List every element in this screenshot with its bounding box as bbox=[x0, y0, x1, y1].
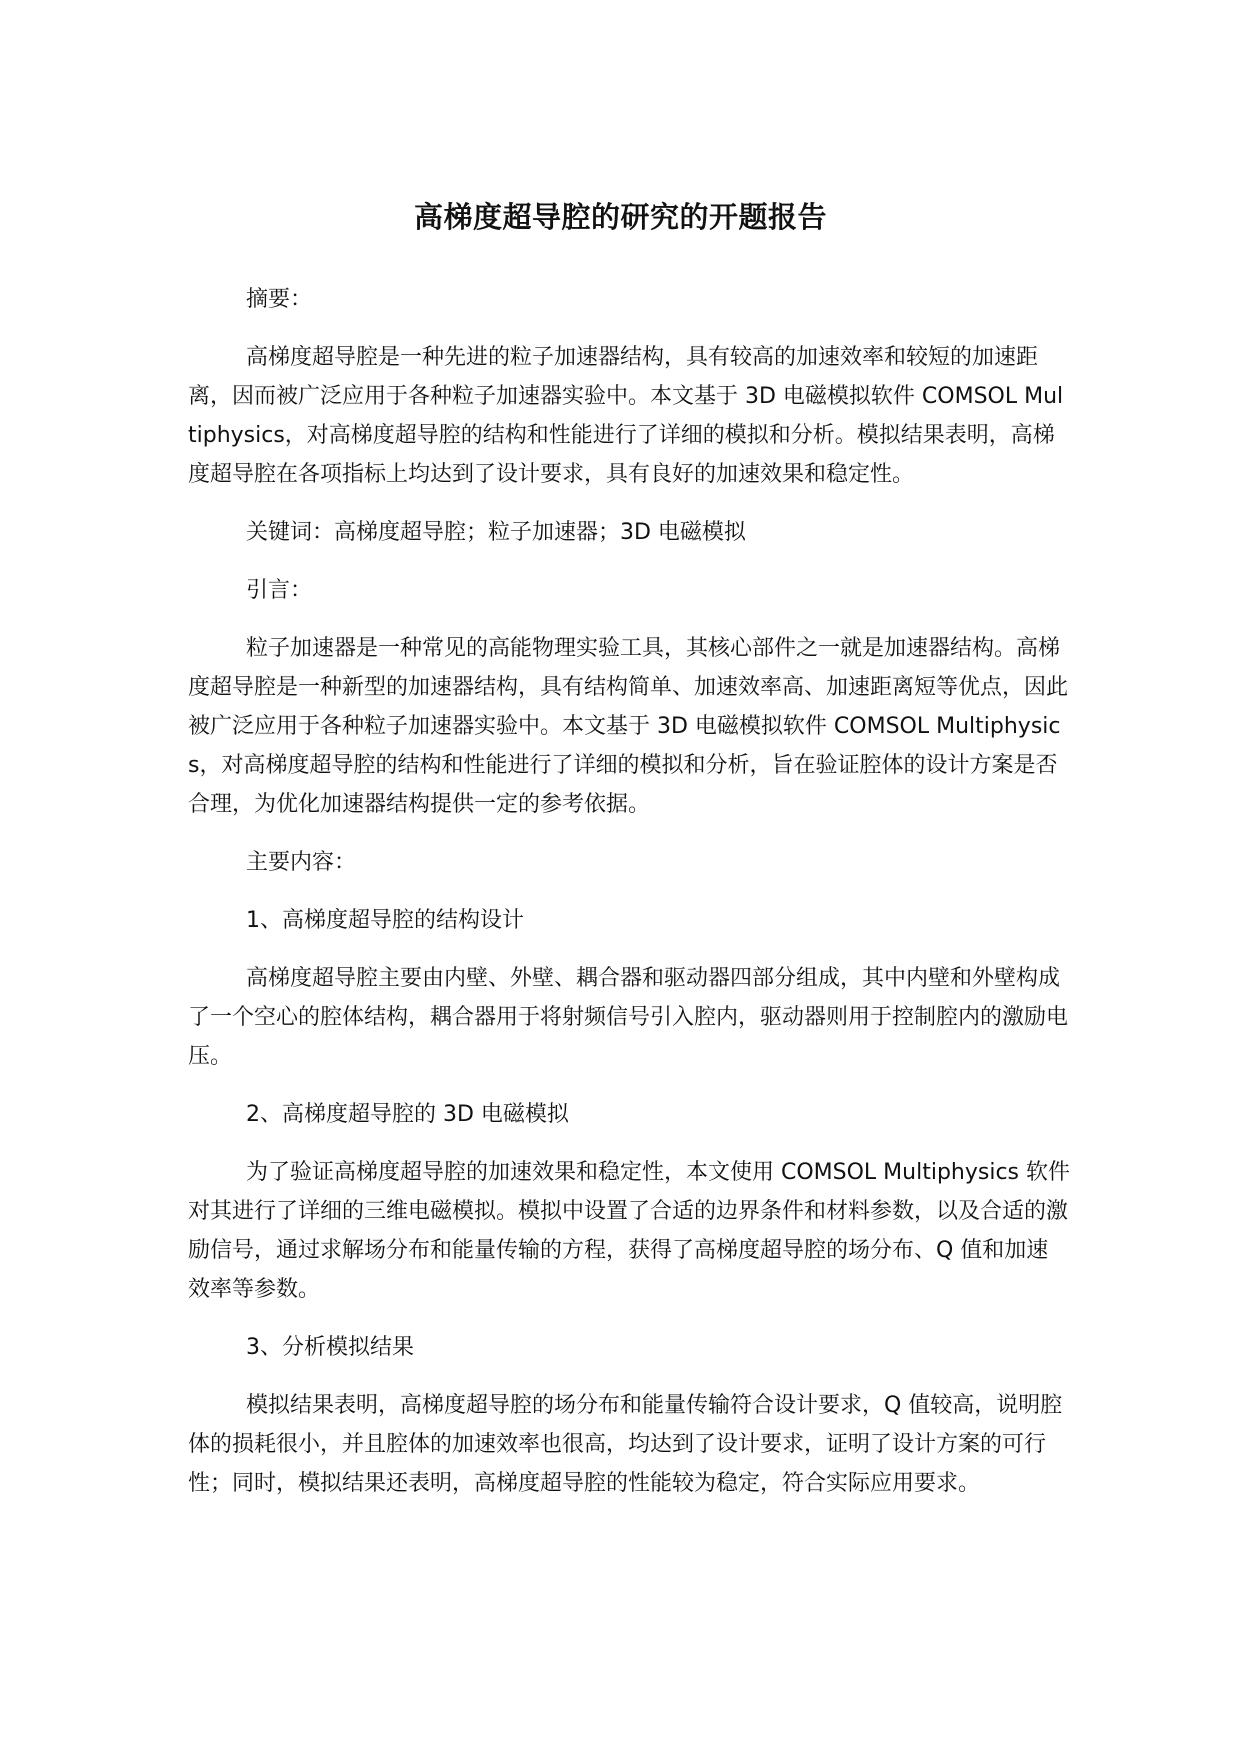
introduction-paragraph: 粒子加速器是一种常见的高能物理实验工具，其核心部件之一就是加速器结构。高梯度超导腔是一种新型的加速器结构，具有结构简单、加速效率高、加速距离短等优点，因此被广泛应用于各种粒子加速器实验中。本文基于 3D 电磁模拟软件 COMSOL Multiphysics，对高梯度超导腔的结构和性能进行了详细的模拟和分析，旨在验证腔体的设计方案是否合理，为优化加速器结构提供一定的参考依据。 bbox=[188, 636, 1069, 817]
keywords-line: 关键词：高梯度超导腔；粒子加速器；3D 电磁模拟 bbox=[246, 520, 746, 545]
section-3-heading: 3、分析模拟结果 bbox=[246, 1335, 414, 1360]
section-2-paragraph: 为了验证高梯度超导腔的加速效果和稳定性，本文使用 COMSOL Multiphysics 软件对其进行了详细的三维电磁模拟。模拟中设置了合适的边界条件和材料参数，以及合适的激励信号，通过求解场分布和能量传输的方程，获得了高梯度超导腔的场分布、Q 值和加速效率等参数。 bbox=[188, 1160, 1071, 1302]
main-content-heading: 主要内容： bbox=[246, 850, 357, 875]
section-1-heading: 1、高梯度超导腔的结构设计 bbox=[246, 908, 524, 933]
section-2-heading: 2、高梯度超导腔的 3D 电磁模拟 bbox=[246, 1102, 569, 1127]
section-3-paragraph: 模拟结果表明，高梯度超导腔的场分布和能量传输符合设计要求，Q 值较高，说明腔体的损耗很小，并且腔体的加速效率也很高，均达到了设计要求，证明了设计方案的可行性；同时，模拟结果还表明，高梯度超导腔的性能较为稳定，符合实际应用要求。 bbox=[188, 1393, 1063, 1496]
abstract-paragraph: 高梯度超导腔是一种先进的粒子加速器结构，具有较高的加速效率和较短的加速距离，因而被广泛应用于各种粒子加速器实验中。本文基于 3D 电磁模拟软件 COMSOL Multiphysics，对高梯度超导腔的结构和性能进行了详细的模拟和分析。模拟结果表明，高梯度超导腔在各项指标上均达到了设计要求，具有良好的加速效果和稳定性。 bbox=[188, 345, 1064, 487]
abstract-heading: 摘要： bbox=[246, 287, 313, 312]
document-title: 高梯度超导腔的研究的开题报告 bbox=[413, 200, 827, 235]
section-1-paragraph: 高梯度超导腔主要由内壁、外壁、耦合器和驱动器四部分组成，其中内壁和外壁构成了一个空心的腔体结构，耦合器用于将射频信号引入腔内，驱动器则用于控制腔内的激励电压。 bbox=[188, 966, 1069, 1069]
document-body bbox=[188, 280, 1070, 1503]
introduction-heading: 引言： bbox=[246, 578, 313, 603]
